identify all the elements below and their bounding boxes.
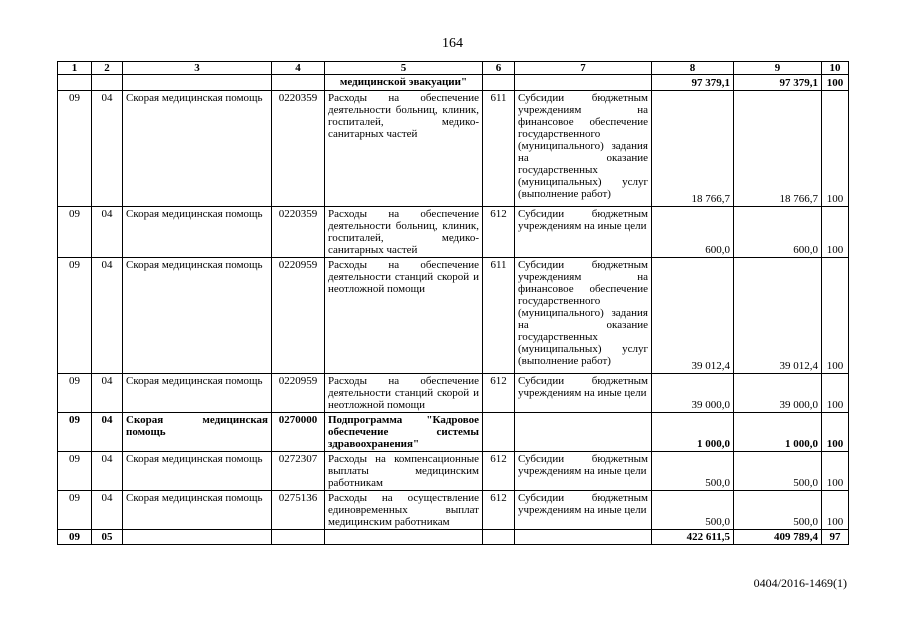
table-row [58,530,849,545]
column-header: 10 [822,62,849,75]
cell-subsection: 04 [92,374,123,413]
column-header: 1 [58,62,92,75]
cell-target-name: Расходы на обеспечение деятельности станций скорой и неотложной помощи [325,374,483,413]
cell-amount-fact: 600,0 [734,207,822,258]
cell-subsection-name: Скорая медицинская помощь [123,452,272,491]
budget-table [57,61,849,545]
cell-subsection-name: Скорая медицинская помощь [123,374,272,413]
cell-expense-name: Субсидии бюджетным учреждениям на иные цели [515,491,652,530]
cell-amount-fact: 1 000,0 [734,413,822,452]
cell-amount-fact: 39 000,0 [734,374,822,413]
cell-target-code [272,530,325,545]
cell-subsection-name [123,75,272,91]
cell-expense-name [515,413,652,452]
table-row [58,207,849,258]
cell-subsection: 04 [92,258,123,374]
cell-section: 09 [58,258,92,374]
cell-amount-plan: 500,0 [652,452,734,491]
cell-percent: 100 [822,374,849,413]
cell-amount-fact: 18 766,7 [734,91,822,207]
cell-subsection: 04 [92,207,123,258]
cell-expense-code [483,75,515,91]
cell-target-code: 0220359 [272,91,325,207]
cell-expense-code [483,413,515,452]
cell-subsection: 04 [92,452,123,491]
cell-section: 09 [58,207,92,258]
cell-subsection: 04 [92,491,123,530]
column-header: 6 [483,62,515,75]
cell-target-code: 0220959 [272,258,325,374]
table-row [58,413,849,452]
cell-percent: 100 [822,491,849,530]
cell-section: 09 [58,91,92,207]
cell-target-name: Расходы на обеспечение деятельности станций скорой и неотложной помощи [325,258,483,374]
cell-subsection-name: Скорая медицинская помощь [123,258,272,374]
cell-percent: 100 [822,207,849,258]
cell-amount-plan: 422 611,5 [652,530,734,545]
column-header: 7 [515,62,652,75]
cell-percent: 100 [822,413,849,452]
table-header [58,62,849,75]
cell-amount-fact: 409 789,4 [734,530,822,545]
cell-target-name: медицинской эвакуации" [325,75,483,91]
table-row [58,374,849,413]
cell-target-name: Расходы на осуществление единовременных выплат медицинским работникам [325,491,483,530]
cell-percent: 100 [822,452,849,491]
cell-target-name: Подпрограмма "Кадровое обеспечение системы здравоохранения" [325,413,483,452]
cell-amount-plan: 39 012,4 [652,258,734,374]
cell-amount-fact: 39 012,4 [734,258,822,374]
cell-subsection [92,75,123,91]
cell-section: 09 [58,374,92,413]
cell-section: 09 [58,491,92,530]
cell-subsection-name: Скорая медицинская помощь [123,413,272,452]
cell-expense-code: 611 [483,91,515,207]
cell-expense-code: 612 [483,491,515,530]
cell-target-code: 0220359 [272,207,325,258]
cell-target-name: Расходы на обеспечение деятельности больниц, клиник, госпиталей, медико-санитарных частей [325,91,483,207]
cell-target-code: 0272307 [272,452,325,491]
cell-percent: 100 [822,91,849,207]
cell-target-name: Расходы на обеспечение деятельности больниц, клиник, госпиталей, медико-санитарных частей [325,207,483,258]
column-header: 8 [652,62,734,75]
column-header: 3 [123,62,272,75]
cell-amount-plan: 97 379,1 [652,75,734,91]
cell-section: 09 [58,530,92,545]
table-row [58,452,849,491]
cell-target-name [325,530,483,545]
cell-amount-plan: 18 766,7 [652,91,734,207]
cell-section [58,75,92,91]
cell-subsection: 04 [92,91,123,207]
cell-expense-code [483,530,515,545]
cell-expense-name: Субсидии бюджетным учреждениям на финансовое обеспечение государственного (муниципального) задания на оказание государственных (муниципальных) услуг (выполнение работ) [515,91,652,207]
cell-subsection-name: Скорая медицинская помощь [123,491,272,530]
cell-target-code: 0270000 [272,413,325,452]
cell-amount-plan: 1 000,0 [652,413,734,452]
document-code: 0404/2016-1469(1) [753,576,847,590]
cell-target-code: 0275136 [272,491,325,530]
column-header: 2 [92,62,123,75]
table-row-continuation [58,75,849,91]
cell-section: 09 [58,452,92,491]
cell-expense-code: 612 [483,207,515,258]
cell-expense-name [515,530,652,545]
column-header: 9 [734,62,822,75]
cell-subsection: 05 [92,530,123,545]
cell-percent: 97 [822,530,849,545]
column-header: 5 [325,62,483,75]
column-header: 4 [272,62,325,75]
cell-section: 09 [58,413,92,452]
cell-amount-fact: 500,0 [734,452,822,491]
cell-expense-name [515,75,652,91]
cell-percent: 100 [822,258,849,374]
table-row [58,91,849,207]
cell-target-code: 0220959 [272,374,325,413]
table-body [58,75,849,545]
cell-expense-name: Субсидии бюджетным учреждениям на финансовое обеспечение государственного (муниципального) задания на оказание государственных (муниципальных) услуг (выполнение работ) [515,258,652,374]
cell-target-name: Расходы на компенсационные выплаты медицинским работникам [325,452,483,491]
cell-amount-fact: 97 379,1 [734,75,822,91]
cell-expense-name: Субсидии бюджетным учреждениям на иные цели [515,452,652,491]
cell-subsection: 04 [92,413,123,452]
cell-subsection-name: Скорая медицинская помощь [123,207,272,258]
cell-expense-code: 612 [483,452,515,491]
cell-amount-fact: 500,0 [734,491,822,530]
cell-amount-plan: 500,0 [652,491,734,530]
cell-amount-plan: 39 000,0 [652,374,734,413]
cell-target-code [272,75,325,91]
cell-percent: 100 [822,75,849,91]
cell-subsection-name [123,530,272,545]
cell-expense-code: 612 [483,374,515,413]
table-row [58,491,849,530]
cell-expense-name: Субсидии бюджетным учреждениям на иные цели [515,207,652,258]
cell-expense-name: Субсидии бюджетным учреждениям на иные цели [515,374,652,413]
table-row [58,258,849,374]
cell-amount-plan: 600,0 [652,207,734,258]
page-number: 164 [442,36,463,51]
cell-subsection-name: Скорая медицинская помощь [123,91,272,207]
cell-expense-code: 611 [483,258,515,374]
